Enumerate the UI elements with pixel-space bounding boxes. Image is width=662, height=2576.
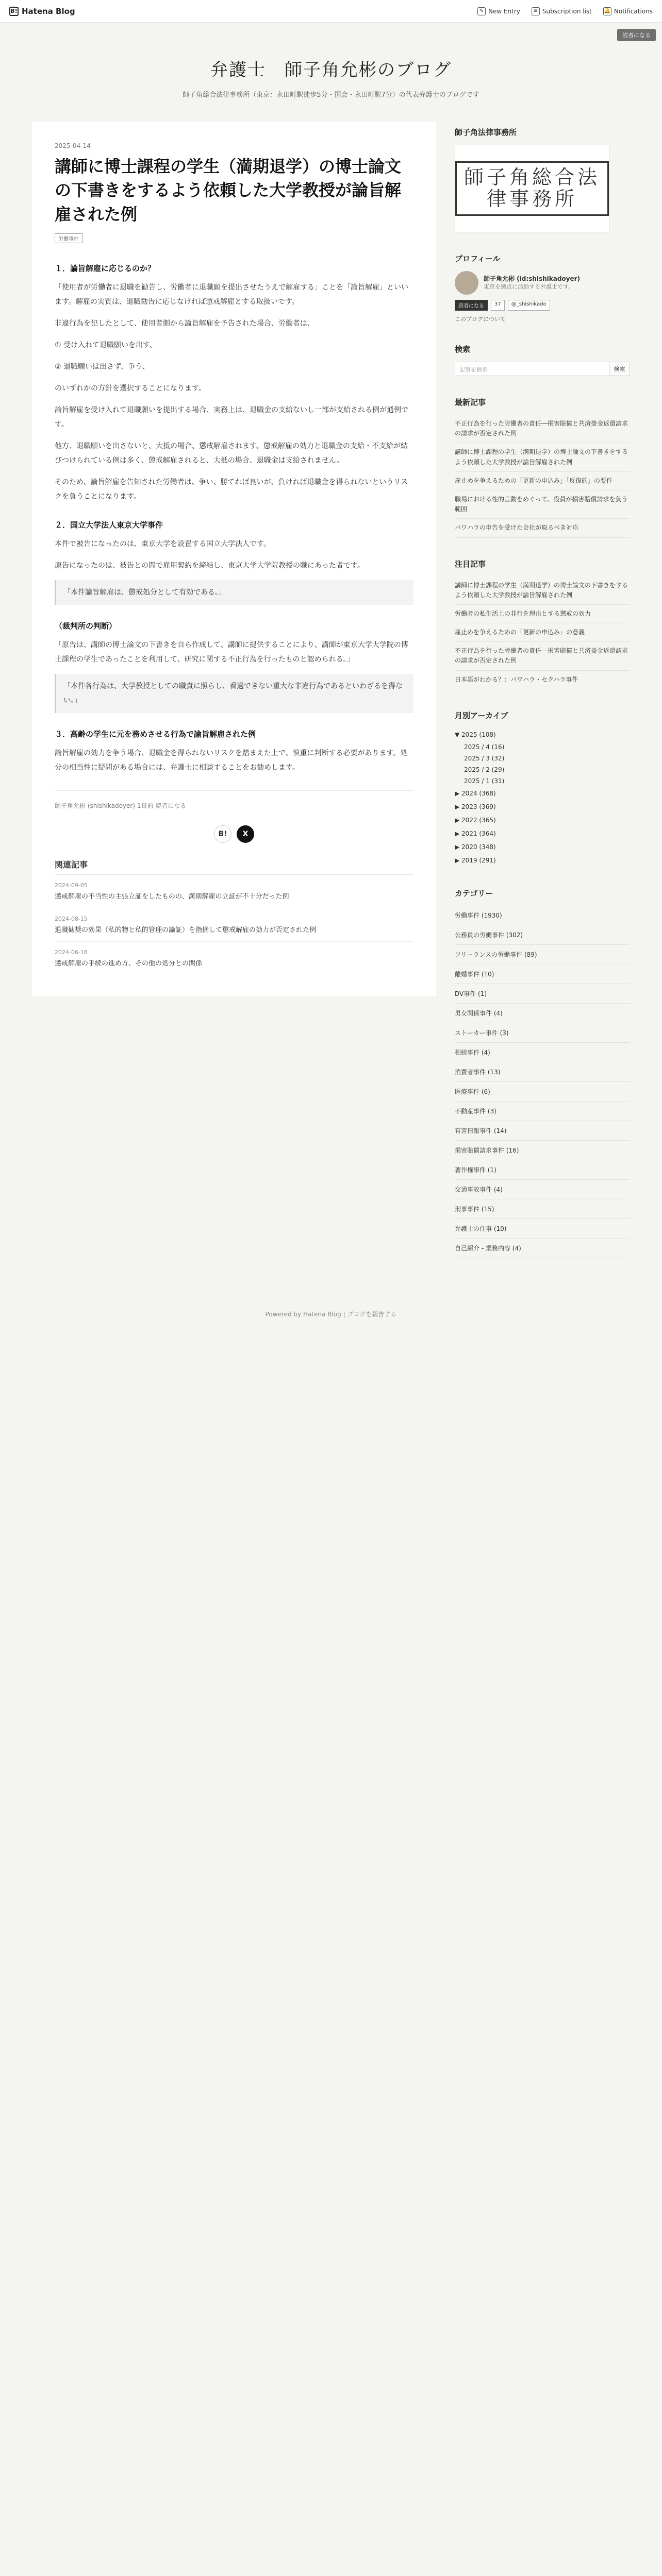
related-list xyxy=(55,875,413,975)
category-item[interactable]: フリーランスの労働事件 (89) xyxy=(455,945,630,964)
sidebar xyxy=(455,122,630,1279)
notable-section xyxy=(455,558,630,689)
paragraph: ① 受け入れて退職願いを出す、 xyxy=(55,341,157,350)
search-button[interactable]: 検索 xyxy=(609,362,630,376)
main-column xyxy=(32,122,436,996)
notable-list xyxy=(455,577,630,689)
category-item[interactable]: 刑事事件 (15) xyxy=(455,1199,630,1219)
archive-item[interactable]: ▶ 2021 (364) xyxy=(455,829,496,837)
quote-block: 「本件各行為は、大学教授としての職責に照らし、看過できない重大な非違行為であるといわざるを得ない。」 xyxy=(55,674,413,713)
related-date: 2024-06-18 xyxy=(55,949,88,956)
paragraph: 「使用者が労働者に退職を勧告し、労働者に退職願を提出させたうえで解雇する」ことを「論旨解雇」といいます。解雇の実質は、退職勧告に応じなければ懲戒解雇とする取扱いです。 xyxy=(55,283,408,307)
readers-button[interactable]: 読者になる xyxy=(617,29,656,41)
archive-item[interactable]: 2025 / 2 (29) xyxy=(464,766,505,773)
related-item[interactable] xyxy=(55,875,413,908)
category-item[interactable]: 医療事件 (6) xyxy=(455,1082,630,1101)
pencil-icon: ✎ xyxy=(477,7,486,15)
notable-item[interactable]: 日本語がわかる？：パワハラ・セクハラ事件 xyxy=(455,671,630,689)
paragraph: のいずれかの方針を選択することになります。 xyxy=(55,384,206,393)
category-item[interactable]: 有害情報事件 (14) xyxy=(455,1121,630,1141)
subscription-button[interactable] xyxy=(532,7,592,15)
related-date: 2024-09-05 xyxy=(55,882,88,889)
archive-item[interactable]: 2025 / 3 (32) xyxy=(464,754,505,762)
category-item[interactable]: 男女関係事件 (4) xyxy=(455,1004,630,1023)
category-list xyxy=(455,906,630,1258)
divider xyxy=(55,790,413,791)
profile-card xyxy=(455,271,630,295)
x-follow-button[interactable]: @_shishikado xyxy=(508,300,550,311)
x-share-icon[interactable]: X xyxy=(237,825,254,843)
archive-item[interactable]: ▶ 2024 (368) xyxy=(455,789,496,797)
category-item[interactable]: 著作権事件 (1) xyxy=(455,1160,630,1180)
hatena-bookmark-icon[interactable]: B! xyxy=(214,825,231,843)
share-buttons xyxy=(55,825,413,843)
content-wrap xyxy=(32,122,630,1279)
notable-heading: 注目記事 xyxy=(455,559,486,569)
category-section xyxy=(455,888,630,1258)
section-heading: （裁判所の判断） xyxy=(55,621,117,631)
archive-item[interactable]: ▶ 2022 (365) xyxy=(455,816,496,824)
paragraph: 非違行為を犯したとして、使用者側から論旨解雇を予告された場合、労働者は、 xyxy=(55,319,315,328)
quote-block: 「本件論旨解雇は、懲戒処分として有効である。」 xyxy=(55,580,413,605)
search-section xyxy=(455,344,630,376)
category-item[interactable]: 弁護士の仕事 (10) xyxy=(455,1219,630,1239)
office-logo[interactable] xyxy=(455,145,609,232)
blog-description: 師子角総合法律事務所（東京：永田町駅徒歩5分・国会・永田町駅7分）の代表弁護士のブログです xyxy=(183,91,479,99)
hatena-icon: B! xyxy=(9,7,19,16)
bell-icon: 🔔 xyxy=(603,7,611,15)
category-item[interactable]: 自己紹介 - 業務内容 (4) xyxy=(455,1239,630,1258)
notifications-button[interactable] xyxy=(603,7,653,15)
page-footer[interactable]: Powered by Hatena Blog | ブログを報告する xyxy=(265,1310,397,1318)
notable-item[interactable]: 講師に博士課程の学生（満期退学）の博士論文の下書きをするよう依頼した大学教授が論旨解雇された例 xyxy=(455,577,630,605)
recent-list xyxy=(455,415,630,538)
list-icon: ≡ xyxy=(532,7,540,15)
section-heading: ２．国立大学法人東京大学事件 xyxy=(55,520,163,530)
profile-sub: 東京を拠点に活動する弁護士です。 xyxy=(484,283,574,291)
category-item[interactable]: 労働事件 (1930) xyxy=(455,906,630,925)
recent-heading: 最新記事 xyxy=(455,398,486,407)
paragraph: 本件で被告になったのは、東京大学を設置する国立大学法人です。 xyxy=(55,540,271,549)
archive-item[interactable]: ▼ 2025 (108) xyxy=(455,731,496,738)
related-date: 2024-08-15 xyxy=(55,916,88,923)
entry-body xyxy=(55,261,413,775)
archive-item[interactable]: ▶ 2023 (369) xyxy=(455,803,496,810)
paragraph: そのため、論旨解雇を告知された労働者は、争い、勝てれば良いが、負ければ退職金を得られないというリスクを負うことになります。 xyxy=(55,478,408,501)
search-form xyxy=(455,362,630,376)
related-title: 退職勧奨の効果（私的物と私的管理の論証）を指摘して懲戒解雇の効力が否定された例 xyxy=(55,926,317,935)
category-item[interactable]: 交通事故事件 (4) xyxy=(455,1180,630,1199)
paragraph: 論旨解雇の効力を争う場合、退職金を得られないリスクを踏まえた上で、慎重に判断する必要があります。処分の相当性に疑問がある場合には、弁護士に相談することをお勧めします。 xyxy=(55,749,408,772)
category-heading: カテゴリー xyxy=(455,888,493,898)
related-title: 懲戒解雇の不当性の主張立証をしたものの、満期解雇の立証が不十分だった例 xyxy=(55,893,289,901)
category-item[interactable]: 損害賠償請求事件 (16) xyxy=(455,1141,630,1160)
entry-title[interactable]: 講師に博士課程の学生（満期退学）の博士論文の下書きをするよう依頼した大学教授が論旨解雇された例 xyxy=(55,157,402,224)
office-logo-text: 師子角総合法律事務所 xyxy=(455,161,609,216)
profile-heading: プロフィール xyxy=(455,254,501,263)
category-item[interactable]: 相続事件 (4) xyxy=(455,1043,630,1062)
recent-item[interactable]: 講師に博士課程の学生（満期退学）の博士論文の下書きをするよう依頼した大学教授が論旨解雇された例 xyxy=(455,443,630,471)
brand-name: Hatena Blog xyxy=(22,6,75,16)
follow-button[interactable]: 読者になる xyxy=(455,300,488,311)
category-item[interactable]: 公務員の労働事件 (302) xyxy=(455,925,630,945)
subscription-label: Subscription list xyxy=(542,7,592,15)
hatena-blog-logo[interactable] xyxy=(9,7,75,16)
topbar xyxy=(0,0,662,23)
archive-item[interactable]: ▶ 2020 (348) xyxy=(455,843,496,851)
paragraph: 「原告は、講師の博士論文の下書きを自ら作成して、講師に提供することにより、講師が東京大学大学院の博士課程の学生であったことを利用して、研究に関する不正行為を行ったものと認められる。」 xyxy=(55,641,408,664)
archive-section xyxy=(455,710,630,867)
new-entry-button[interactable] xyxy=(477,7,520,15)
category-item[interactable]: DV事件 (1) xyxy=(455,984,630,1004)
recent-item[interactable]: 不正行為を行った労働者の責任―損害賠償と共済掛金返還請求の請求が否定された例 xyxy=(455,415,630,443)
recent-item[interactable]: 雇止めを争えるための「更新の申込み」「反復的」の要件 xyxy=(455,472,630,490)
related-item[interactable] xyxy=(55,908,413,942)
related-heading: 関連記事 xyxy=(55,858,413,875)
office-heading: 師子角法律事務所 xyxy=(455,128,517,137)
search-input[interactable]: 記事を検索 xyxy=(455,362,609,376)
notifications-label: Notifications xyxy=(614,7,653,15)
notable-item[interactable]: 雇止めを争えるための「更新の申込み」の意義 xyxy=(455,623,630,642)
paragraph: ② 退職願いは出さず、争う、 xyxy=(55,363,150,371)
office-section xyxy=(455,127,630,232)
entry-date[interactable]: 2025-04-14 xyxy=(55,142,91,149)
avatar[interactable] xyxy=(455,271,478,295)
entry-footer: 師子角允彬 (shishikadoyer) 1日前 読者になる xyxy=(55,802,187,810)
archive-item[interactable]: 2025 / 1 (31) xyxy=(464,777,505,785)
category-item[interactable]: 不動産事件 (3) xyxy=(455,1101,630,1121)
blog-title[interactable]: 弁護士 師子角允彬のブログ xyxy=(210,60,452,80)
paragraph: 他方、退職願いを出さないと、大抵の場合、懲戒解雇されます。懲戒解雇の効力と退職金の支給・不支給が結びつけられている例は多く、懲戒解雇されると、大抵の場合、退職金は支給されません。 xyxy=(55,442,408,465)
search-heading: 検索 xyxy=(455,345,471,354)
category-item[interactable]: 消費者事件 (13) xyxy=(455,1062,630,1082)
archive-item[interactable]: ▶ 2019 (291) xyxy=(455,856,496,864)
recent-item[interactable]: 職場における性的言動をめぐって、役員が損害賠償請求を負う範囲 xyxy=(455,490,630,519)
profile-name[interactable]: 師子角允彬 (id:shishikadoyer) xyxy=(484,275,581,283)
recent-item[interactable]: パワハラの申告を受けた会社が取るべき対応 xyxy=(455,519,630,537)
category-item[interactable]: ストーカー事件 (3) xyxy=(455,1023,630,1043)
archive-list xyxy=(455,728,630,867)
archive-item[interactable]: 2025 / 4 (16) xyxy=(464,743,505,751)
recent-section xyxy=(455,397,630,538)
notable-item[interactable]: 不正行為を行った労働者の責任―損害賠償と共済掛金返還請求の請求が否定された例 xyxy=(455,642,630,670)
related-title: 懲戒解雇の手続の進め方、その他の処分との関係 xyxy=(55,960,203,968)
category-item[interactable]: 離婚事件 (10) xyxy=(455,964,630,984)
follow-count: 37 xyxy=(491,300,505,311)
new-entry-label: New Entry xyxy=(488,7,520,15)
section-heading: ３．高齢の学生に元を務めさせる行為で諭旨解雇された例 xyxy=(55,730,256,739)
category-tag[interactable]: 労働事件 xyxy=(55,233,82,243)
paragraph: 原告になったのは、被告との間で雇用契約を締結し、東京大学大学院教授の職にあった者です。 xyxy=(55,562,365,570)
profile-section xyxy=(455,253,630,323)
follow-row xyxy=(455,300,630,311)
about-link[interactable]: このブログについて xyxy=(455,316,506,323)
notable-item[interactable]: 労働者の私生活上の非行を理由とする懲戒の効力 xyxy=(455,605,630,623)
blog-header xyxy=(0,23,662,122)
section-heading: １．論旨解雇に応じるのか？ xyxy=(55,264,156,274)
related-item[interactable] xyxy=(55,942,413,975)
paragraph: 論旨解雇を受け入れて退職願いを提出する場合、実務上は、退職金の支給ないし一部が支給される例が通例です。 xyxy=(55,406,408,429)
archive-heading: 月別アーカイブ xyxy=(455,710,508,720)
